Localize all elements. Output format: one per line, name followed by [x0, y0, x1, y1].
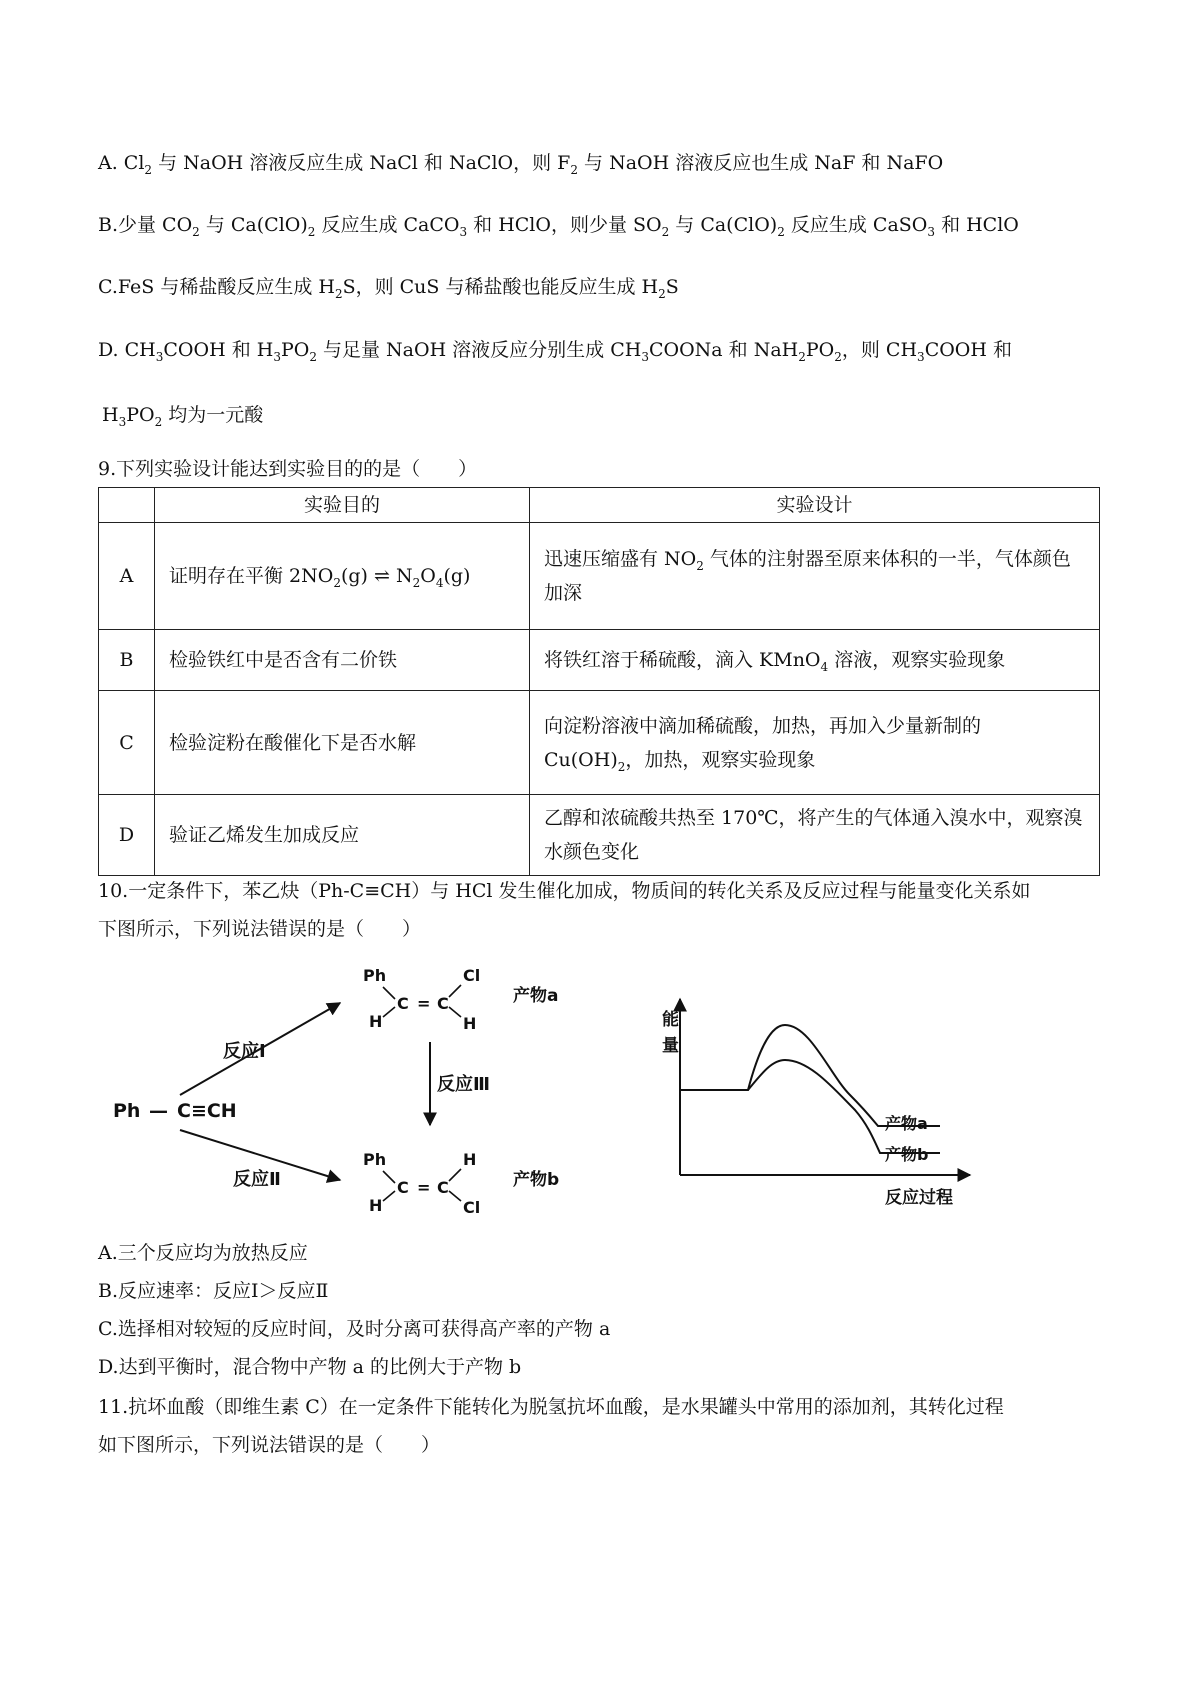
- subscript: 3: [118, 415, 127, 429]
- label-product-a: 产物a: [885, 1114, 928, 1133]
- y-axis-label-1: 能: [662, 1010, 679, 1030]
- text: 和 HClO: [935, 214, 1019, 236]
- text: 与 Ca(ClO): [669, 214, 778, 236]
- atom-ph: Ph: [363, 1150, 387, 1169]
- text: S，则 CuS 与稀盐酸也能反应生成 H: [342, 276, 659, 298]
- text: O: [420, 565, 436, 587]
- row-key: C: [99, 691, 155, 795]
- atom-h: H: [369, 1196, 383, 1215]
- table-row: [99, 523, 1100, 630]
- text: COOH 和 H: [163, 339, 274, 361]
- q8-option-b: [98, 212, 1019, 238]
- text: PO: [805, 339, 835, 361]
- q10-stem-line2: 下图所示，下列说法错误的是（ ）: [98, 918, 422, 940]
- text: 均为一元酸: [162, 404, 264, 426]
- row-design: [530, 691, 1100, 795]
- atom-h: H: [463, 1150, 477, 1169]
- text: PO: [280, 339, 310, 361]
- label-reaction-3: 反应Ⅲ: [437, 1074, 491, 1095]
- text: S: [665, 276, 679, 298]
- q11-stem-line2: 如下图所示，下列说法错误的是（ ）: [98, 1434, 441, 1456]
- atom-cl: Cl: [463, 966, 481, 985]
- q10-option-d: D.达到平衡时，混合物中产物 a 的比例大于产物 b: [98, 1356, 522, 1378]
- subscript: 3: [641, 350, 649, 364]
- text: 迅速压缩盛有 NO: [544, 548, 697, 570]
- text: (g): [443, 565, 471, 587]
- subscript: 2: [144, 163, 153, 177]
- atom-h: H: [369, 1012, 383, 1031]
- subscript: 2: [658, 287, 666, 301]
- row-key: A: [99, 523, 155, 630]
- q10-stem-line1: 10.一定条件下，苯乙炔（Ph-C≡CH）与 HCl 发生催化加成，物质间的转化关系及反应过程与能量变化关系如: [98, 880, 1031, 902]
- subscript: 2: [192, 225, 200, 239]
- table-row: [99, 691, 1100, 795]
- subscript: 2: [834, 350, 842, 364]
- product-b-label: 产物b: [513, 1170, 560, 1190]
- text: 与 NaOH 溶液反应也生成 NaF 和 NaFO: [577, 152, 944, 174]
- double-bond: =: [417, 994, 431, 1013]
- atom-c: C: [397, 1178, 409, 1197]
- text: ，则 CH: [841, 339, 918, 361]
- text: COONa 和 NaH: [648, 339, 799, 361]
- subscript: 4: [820, 660, 829, 674]
- row-goal: 检验铁红中是否含有二价铁: [155, 630, 530, 691]
- subscript: 2: [307, 225, 316, 239]
- subscript: 3: [917, 350, 925, 364]
- q8-option-d-cont: [102, 402, 263, 428]
- text: ，加热，观察实验现象: [625, 748, 816, 771]
- label-product-b: 产物b: [885, 1145, 929, 1164]
- q9-stem: 9.下列实验设计能达到实验目的的是（ ）: [98, 458, 478, 480]
- q9-table: [98, 487, 1100, 876]
- subscript: 2: [570, 163, 578, 177]
- atom-ph: Ph: [363, 966, 387, 985]
- subscript: 2: [696, 559, 704, 573]
- text: H: [102, 404, 119, 426]
- label-reaction-1: 反应Ⅰ: [223, 1041, 266, 1062]
- q10-option-c: C.选择相对较短的反应时间，及时分离可获得高产率的产物 a: [98, 1318, 611, 1340]
- subscript: 4: [435, 576, 444, 590]
- header-empty-cell: [99, 488, 155, 523]
- row-design: 乙醇和浓硫酸共热至 170℃，将产生的气体通入溴水中，观察溴水颜色变化: [530, 795, 1100, 876]
- subscript: 2: [334, 287, 343, 301]
- text: C.FeS 与稀盐酸反应生成 H: [98, 276, 335, 298]
- text: A. Cl: [98, 152, 145, 174]
- text: 与 NaOH 溶液反应生成 NaCl 和 NaClO，则 F: [152, 152, 571, 174]
- atom-cl: Cl: [463, 1198, 481, 1215]
- product-b-structure: [363, 1150, 480, 1215]
- row-key: B: [99, 630, 155, 691]
- label-reaction-2: 反应Ⅱ: [233, 1169, 281, 1190]
- text: PO: [126, 404, 155, 426]
- energy-diagram: [660, 985, 990, 1210]
- header-design: 实验设计: [530, 488, 1100, 523]
- subscript: 2: [661, 225, 670, 239]
- row-goal: 检验淀粉在酸催化下是否水解: [155, 691, 530, 795]
- text: 向淀粉溶液中滴加稀硫酸，加热，再加入少量新制的 Cu(OH): [544, 714, 982, 771]
- text: (g) ⇌ N: [340, 565, 413, 587]
- subscript: 2: [309, 350, 317, 364]
- subscript: 2: [777, 225, 785, 239]
- row-design: [530, 523, 1100, 630]
- text: 反应生成 CaCO: [315, 214, 460, 236]
- table-header-row: [99, 488, 1100, 523]
- reactant-ph: Ph: [113, 1100, 141, 1122]
- text: 溶液，观察实验现象: [828, 649, 1006, 671]
- subscript: 2: [333, 576, 341, 590]
- atom-h: H: [463, 1014, 477, 1033]
- q11-stem-line1: 11.抗坏血酸（即维生素 C）在一定条件下能转化为脱氢抗坏血酸，是水果罐头中常用的添加剂，其转化过程: [98, 1396, 1004, 1418]
- product-a-structure: [363, 966, 480, 1033]
- table-row: [99, 795, 1100, 876]
- text: 与足量 NaOH 溶液反应分别生成 CH: [316, 339, 642, 361]
- subscript: 3: [927, 225, 936, 239]
- reaction-scheme: [105, 955, 625, 1215]
- row-goal: 验证乙烯发生加成反应: [155, 795, 530, 876]
- atom-c: C: [437, 1178, 449, 1197]
- text: B.少量 CO: [98, 214, 193, 236]
- q10-option-a: A.三个反应均为放热反应: [98, 1242, 308, 1264]
- product-a-label: 产物a: [513, 986, 559, 1006]
- reactant-formula: C≡CH: [177, 1100, 237, 1122]
- subscript: 3: [155, 350, 164, 364]
- text: COOH 和: [924, 339, 1012, 361]
- q8-option-d: [98, 337, 1012, 363]
- header-goal: 实验目的: [155, 488, 530, 523]
- subscript: 2: [617, 759, 626, 774]
- row-key: D: [99, 795, 155, 876]
- x-axis-label: 反应过程: [885, 1188, 953, 1208]
- atom-c: C: [437, 994, 449, 1013]
- curve-product-a: [680, 1025, 940, 1126]
- atom-c: C: [397, 994, 409, 1013]
- row-goal: [155, 523, 530, 630]
- text: D. CH: [98, 339, 156, 361]
- text: 反应生成 CaSO: [784, 214, 928, 236]
- text: 气体的注射器至原来体积的一半，气体颜色加深: [544, 548, 1071, 604]
- row-design: [530, 630, 1100, 691]
- subscript: 3: [459, 225, 468, 239]
- q10-option-b: B.反应速率：反应Ⅰ＞反应Ⅱ: [98, 1280, 329, 1302]
- subscript: 2: [154, 415, 163, 429]
- text: 将铁红溶于稀硫酸，滴入 KMnO: [544, 649, 821, 671]
- text: 证明存在平衡 2NO: [169, 565, 334, 587]
- double-bond: =: [417, 1178, 431, 1197]
- q8-option-c: [98, 274, 679, 300]
- curve-product-b: [748, 1060, 940, 1153]
- y-axis-label-2: 量: [662, 1036, 679, 1056]
- subscript: 3: [273, 350, 281, 364]
- subscript: 2: [798, 350, 806, 364]
- table-row: [99, 630, 1100, 691]
- text: 和 HClO，则少量 SO: [467, 214, 662, 236]
- subscript: 2: [412, 576, 421, 590]
- reactant-dash: —: [149, 1100, 168, 1122]
- q8-option-a: [98, 150, 943, 176]
- text: 与 Ca(ClO): [199, 214, 308, 236]
